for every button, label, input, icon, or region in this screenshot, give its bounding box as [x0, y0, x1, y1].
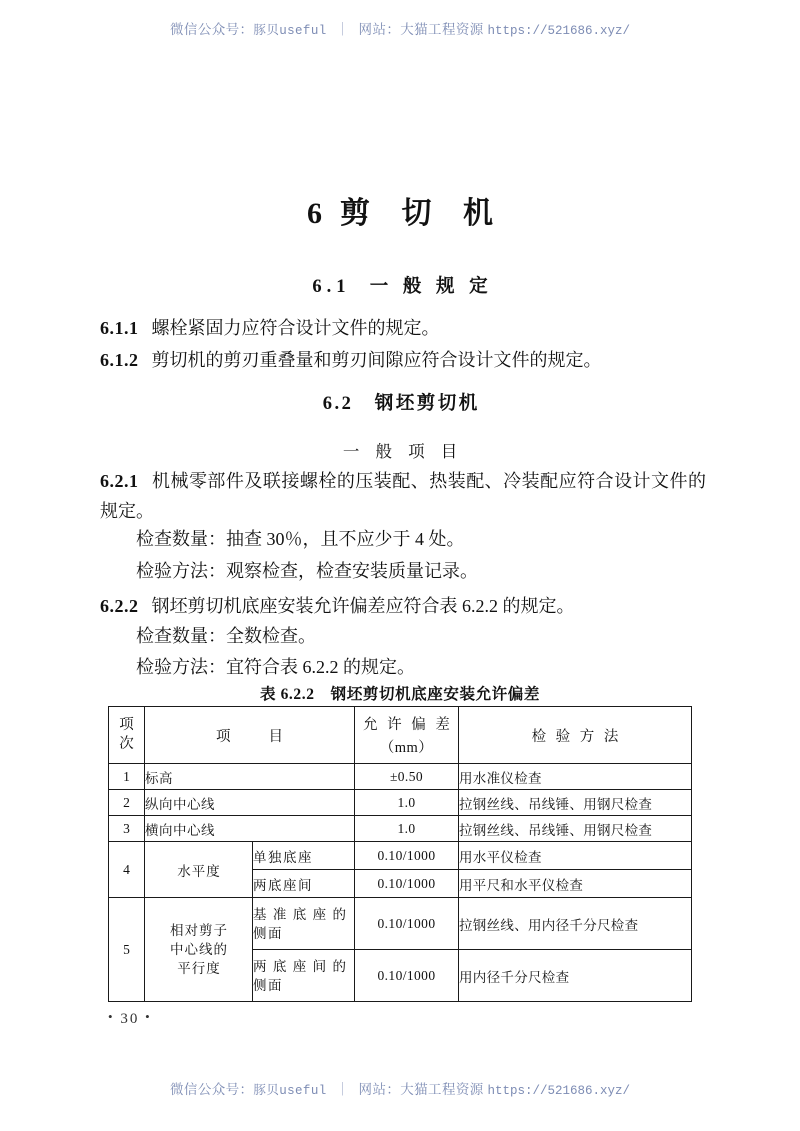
clause-6-2-1-inspection-method: 检验方法：观察检查，检查安装质量记录。	[136, 561, 478, 581]
section-heading-6-2	[0, 389, 800, 415]
clause-6-2-2-inspection-quantity: 检查数量：全数检查。	[136, 626, 316, 646]
watermark-url: https://521686.xyz/	[487, 1084, 630, 1098]
tolerance-table	[108, 706, 692, 1002]
section-6-1-title: 一 般 规 定	[369, 277, 493, 297]
row-1-index: 1	[109, 764, 145, 790]
row-5-item-line3: 平行度	[177, 961, 221, 976]
chapter-title-text: 剪 切 机	[340, 197, 505, 230]
row-4-sub-1: 单独底座	[253, 842, 355, 870]
table-row	[109, 816, 692, 842]
clause-6-2-2-text: 钢坯剪切机底座安装允许偏差应符合表 6.2.2 的规定。	[151, 596, 575, 616]
row-3-item: 横向中心线	[145, 816, 355, 842]
clause-6-2-2	[100, 591, 706, 621]
table-row	[109, 842, 692, 870]
watermark-wechat-name: 豚贝useful	[253, 24, 327, 38]
watermark-site-label: 网站：	[358, 22, 401, 37]
watermark-bottom	[0, 1078, 800, 1098]
section-6-2-title: 钢坯剪切机	[374, 394, 480, 414]
row-1-method: 用水准仪检查	[459, 764, 692, 790]
row-1-tolerance: ±0.50	[355, 764, 459, 790]
table-header-index-line1: 项	[119, 717, 134, 733]
table-row	[109, 764, 692, 790]
table-header-row	[109, 707, 692, 764]
clause-6-2-1	[100, 466, 706, 526]
row-5-sub-2	[253, 950, 355, 1002]
row-5-sub-1-line2: 侧面	[253, 925, 283, 941]
table-row	[109, 790, 692, 816]
subheading-general-items: 一 般 项 目	[342, 442, 464, 461]
row-4-sub-1-method: 用水平仪检查	[459, 842, 692, 870]
section-6-1-number: 6.1	[312, 277, 351, 297]
table-header-tolerance-unit: （mm）	[379, 740, 434, 756]
page-number-value: 30	[120, 1011, 140, 1027]
row-3-method: 拉钢丝线、吊线锤、用钢尺检查	[459, 816, 692, 842]
table-header-index-line2: 次	[119, 736, 134, 752]
watermark-wechat-label: 微信公众号：	[170, 22, 254, 37]
table-row	[109, 898, 692, 950]
table-header-item: 项 目	[145, 707, 355, 764]
clause-6-2-1-number: 6.2.1	[100, 471, 139, 491]
page-number-dot-left: •	[108, 1009, 115, 1024]
table-header-index	[109, 707, 145, 764]
row-5-sub-2-line2: 侧面	[253, 977, 283, 993]
clause-6-2-1-text: 机械零部件及联接螺栓的压装配、热装配、冷装配应符合设计文件的规定。	[100, 471, 706, 521]
table-header-method: 检 验 方 法	[459, 707, 692, 764]
watermark-wechat-name: 豚贝useful	[253, 1084, 327, 1098]
watermark-site-name: 大猫工程资源	[400, 1082, 484, 1097]
row-5-sub-1-line1: 基 准 底 座 的	[253, 906, 348, 922]
row-5-index: 5	[109, 898, 145, 1002]
row-5-sub-1	[253, 898, 355, 950]
clause-6-2-2-number: 6.2.2	[100, 596, 139, 616]
clause-6-1-2-number: 6.1.2	[100, 350, 139, 370]
row-5-item-line1: 相对剪子	[170, 923, 228, 938]
clause-6-2-1-inspection-quantity: 检查数量：抽查 30％，且不应少于 4 处。	[136, 529, 465, 549]
row-5-sub-2-tolerance: 0.10/1000	[355, 950, 459, 1002]
row-2-tolerance: 1.0	[355, 790, 459, 816]
watermark-url: https://521686.xyz/	[487, 24, 630, 38]
row-4-sub-2-tolerance: 0.10/1000	[355, 870, 459, 898]
watermark-wechat-label: 微信公众号：	[170, 1082, 254, 1097]
row-4-sub-2-method: 用平尺和水平仪检查	[459, 870, 692, 898]
clause-6-1-1-number: 6.1.1	[100, 318, 139, 338]
row-5-sub-1-method: 拉钢丝线、用内径千分尺检查	[459, 898, 692, 950]
table-caption: 表 6.2.2 钢坯剪切机底座安装允许偏差	[260, 686, 540, 703]
table-header-tolerance	[355, 707, 459, 764]
section-6-2-number: 6.2	[322, 394, 354, 414]
row-4-index: 4	[109, 842, 145, 898]
row-5-sub-2-method: 用内径千分尺检查	[459, 950, 692, 1002]
section-heading-6-1	[0, 272, 800, 298]
row-2-item: 纵向中心线	[145, 790, 355, 816]
clause-6-1-1	[100, 313, 706, 343]
row-3-index: 3	[109, 816, 145, 842]
row-5-sub-2-line1: 两 底 座 间 的	[253, 958, 348, 974]
watermark-site-name: 大猫工程资源	[400, 22, 484, 37]
row-3-tolerance: 1.0	[355, 816, 459, 842]
clause-6-1-2-text: 剪切机的剪刃重叠量和剪刃间隙应符合设计文件的规定。	[151, 350, 602, 370]
row-4-sub-2: 两底座间	[253, 870, 355, 898]
clause-6-1-2	[100, 345, 706, 375]
row-4-sub-1-tolerance: 0.10/1000	[355, 842, 459, 870]
row-2-index: 2	[109, 790, 145, 816]
row-5-item-line2: 中心线的	[170, 942, 228, 957]
watermark-separator: ｜	[335, 1082, 350, 1097]
clause-6-2-2-inspection-method: 检验方法：宜符合表 6.2.2 的规定。	[136, 657, 415, 677]
row-2-method: 拉钢丝线、吊线锤、用钢尺检查	[459, 790, 692, 816]
row-5-sub-1-tolerance: 0.10/1000	[355, 898, 459, 950]
watermark-site-label: 网站：	[358, 1082, 401, 1097]
page-number	[108, 1009, 152, 1028]
chapter-number: 6	[307, 197, 340, 230]
chapter-title	[0, 188, 800, 232]
watermark-top	[0, 18, 800, 38]
watermark-separator: ｜	[335, 22, 350, 37]
row-4-item: 水平度	[145, 842, 253, 898]
row-5-item	[145, 898, 253, 1002]
page-number-dot-right: •	[145, 1009, 152, 1024]
clause-6-1-1-text: 螺栓紧固力应符合设计文件的规定。	[151, 318, 440, 338]
table-header-tolerance-text: 允 许 偏 差	[363, 717, 453, 733]
row-1-item: 标高	[145, 764, 355, 790]
